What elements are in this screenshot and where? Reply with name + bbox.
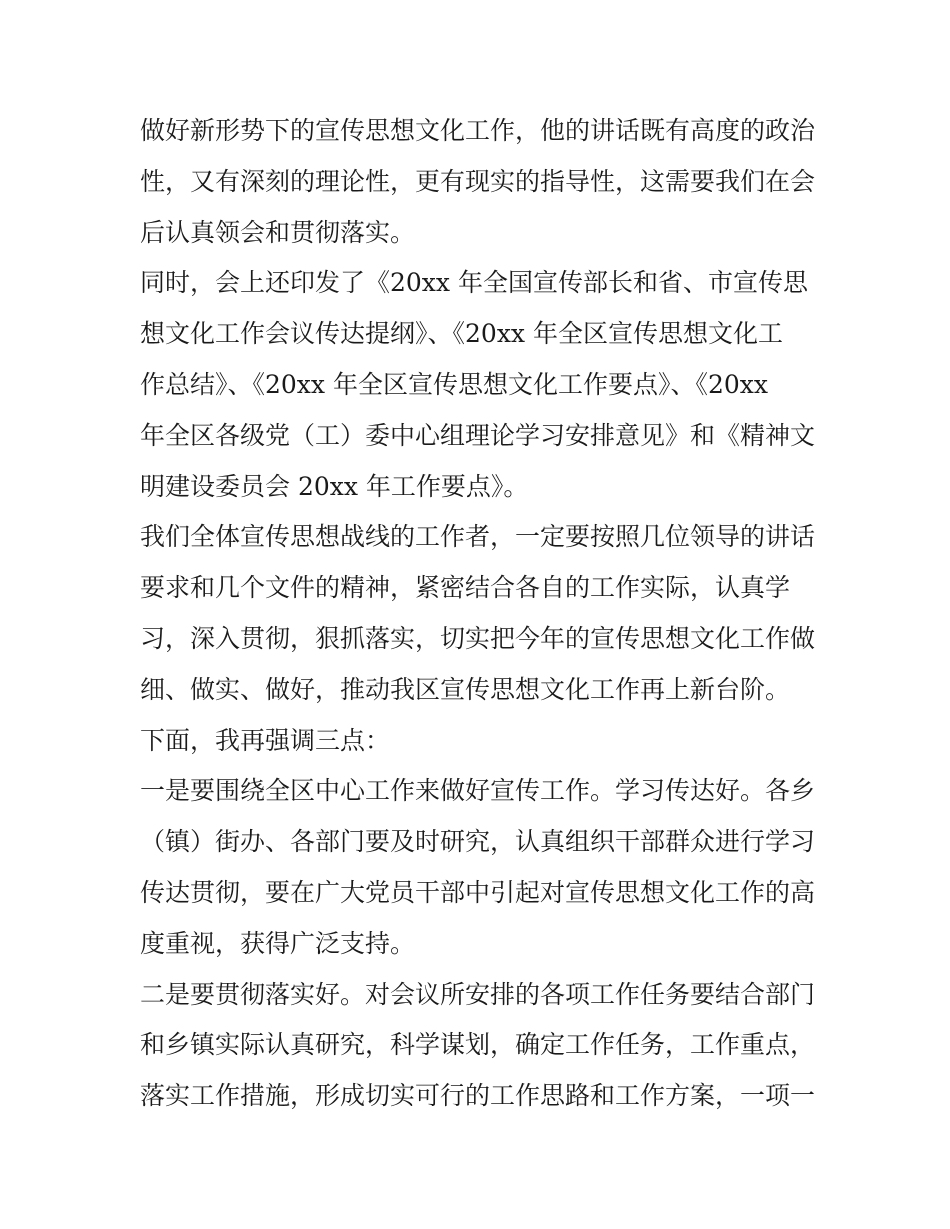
text-line: 下面，我再强调三点： <box>140 725 391 755</box>
text-line: 二是要贯彻落实好。对会议所安排的各项工作任务要结合部门 <box>140 979 816 1009</box>
text-line: 度重视，获得广泛支持。 <box>140 928 416 958</box>
paragraph-three-points-intro <box>140 716 820 767</box>
text-line: 我们全体宣传思想战线的工作者，一定要按照几位领导的讲话 <box>140 522 816 552</box>
paragraph-point-one <box>140 766 820 969</box>
text-line: 后认真领会和贯彻落实。 <box>140 217 416 247</box>
paragraph-point-two <box>140 970 820 1122</box>
text-line: 和乡镇实际认真研究，科学谋划，确定工作任务，工作重点， <box>140 1030 816 1060</box>
paragraph-speech-summary <box>140 106 820 258</box>
text-line: 想文化工作会议传达提纲》、《20xx 年全区宣传思想文化工 <box>140 319 783 349</box>
text-line: 要求和几个文件的精神，紧密结合各自的工作实际，认真学 <box>140 573 791 603</box>
text-line: 性，又有深刻的理论性，更有现实的指导性，这需要我们在会 <box>140 166 816 196</box>
text-line: （镇）街办、各部门要及时研究，认真组织干部群众进行学习 <box>140 827 816 857</box>
text-line: 落实工作措施，形成切实可行的工作思路和工作方案，一项一 <box>140 1081 816 1111</box>
text-line: 一是要围绕全区中心工作来做好宣传工作。学习传达好。各乡 <box>140 776 816 806</box>
text-line: 传达贯彻，要在广大党员干部中引起对宣传思想文化工作的高 <box>140 877 816 907</box>
text-line: 作总结》、《20xx 年全区宣传思想文化工作要点》、《20xx <box>140 369 768 399</box>
document-body <box>140 106 820 1122</box>
text-line: 细、做实、做好，推动我区宣传思想文化工作再上新台阶。 <box>140 674 791 704</box>
text-line: 习，深入贯彻，狠抓落实，切实把今年的宣传思想文化工作做 <box>140 623 816 653</box>
paragraph-distributed-documents <box>140 258 820 512</box>
text-line: 明建设委员会 20xx 年工作要点》。 <box>140 471 529 501</box>
text-line: 做好新形势下的宣传思想文化工作，他的讲话既有高度的政治 <box>140 116 816 145</box>
text-line: 年全区各级党（工）委中心组理论学习安排意见》和《精神文 <box>140 420 816 450</box>
paragraph-call-to-action <box>140 512 820 715</box>
text-line: 同时，会上还印发了《20xx 年全国宣传部长和省、市宣传思 <box>140 268 808 298</box>
